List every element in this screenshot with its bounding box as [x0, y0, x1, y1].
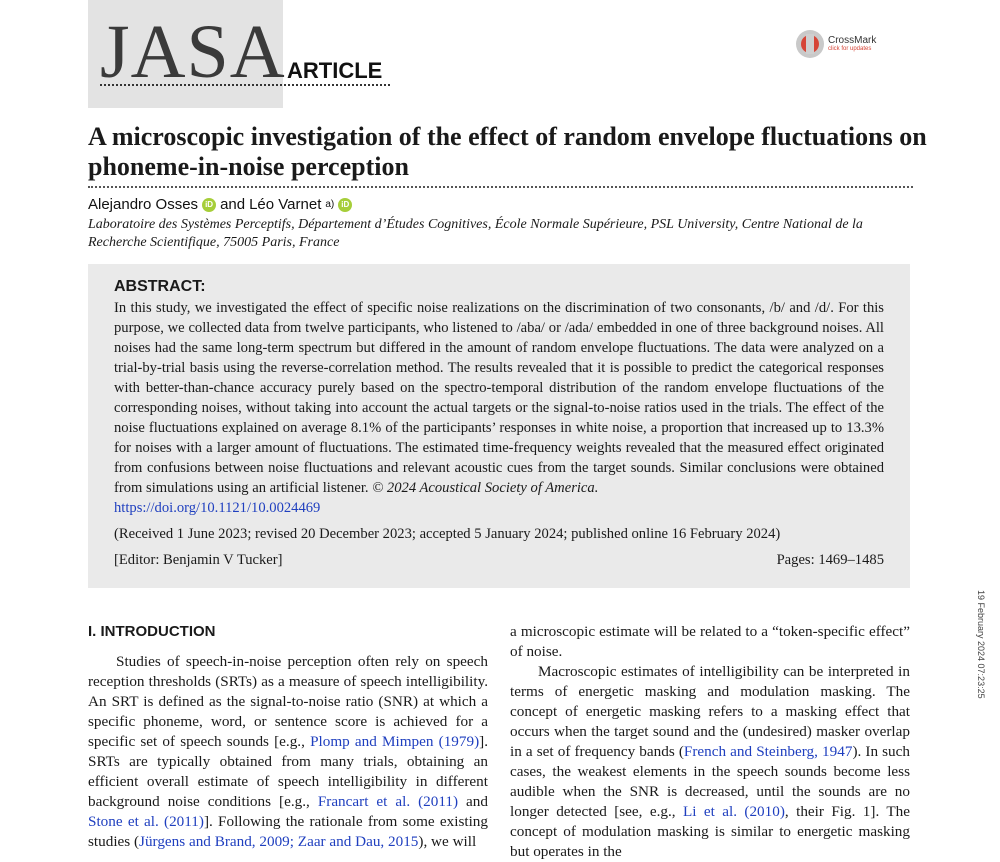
header-divider: [100, 84, 390, 86]
article-type-label: ARTICLE: [287, 58, 383, 83]
affiliation: Laboratoire des Systèmes Perceptifs, Département d’Études Cognitives, École Normale Supérieure, PSL University, Centre National de la Recherche Scientifique, 75005 Paris, France: [88, 217, 863, 250]
journal-logo[interactable]: JASA: [100, 10, 286, 94]
citation-link[interactable]: Francart et al. (2011): [317, 793, 459, 810]
abstract-body: In this study, we investigated the effect of specific noise realizations on the discrimination of two consonants, /b/ and /d/. For this purpose, we collected data from twelve participants, who listened to /aba/ or /ada/ embedded in one of three background noises. All noises had the same long-term spectrum but differed in the amount of random envelope fluctuations. The data were analyzed on a trial-by-trial basis using the reverse-correlation method. The results revealed that it is possible to predict the categorical responses with better-than-chance accuracy purely based on the spectro-temporal distribution of the random envelope fluctuations of the corresponding noises, without taking into account the actual targets or the signal-to-noise ratios used in the trials. The effect of the noise fluctuations explained on average 8.1% of the participants’ responses in white noise, a proportion that increased up to 13.3% for noises with a larger amount of fluctuations. The estimated time-frequency weights revealed that the measured effect originated from confusions between noise fluctuations and relevant acoustic cues from the target sounds. Similar conclusions were obtained from simulations using an artificial listener.: [114, 300, 884, 496]
text-run: ]. SRTs are typically obtained from many trials, obtaining an efficient overall estimate of speech intelligibility in different background noise conditions [e.g.,: [88, 733, 488, 810]
abstract-box: [88, 264, 910, 588]
orcid-icon[interactable]: iD: [202, 198, 216, 212]
text-run: Macroscopic estimates of intelligibility can be interpreted in terms of energetic masking and modulation masking. The concept of energetic masking refers to a masking effect that occurs when the target sound and the (undesired) masker overlap in a set of frequency bands (: [510, 663, 910, 760]
citation-link[interactable]: Li et al. (2010): [682, 803, 785, 820]
editor-credit: [Editor: Benjamin V Tucker]: [114, 552, 283, 568]
text-run: and: [458, 793, 488, 810]
text-run: , their Fig. 1]. The concept of modulation masking is similar to energetic masking but operates in the: [510, 803, 910, 860]
author-osses: Alejandro Osses: [88, 196, 199, 213]
author-conjunction: and: [220, 196, 246, 213]
right-paragraph-1: a microscopic estimate will be related to a “token-specific effect” of noise.: [510, 623, 910, 660]
editor-row: [114, 550, 884, 570]
doi-link[interactable]: https://doi.org/10.1121/10.0024469: [114, 500, 321, 516]
crossmark-subtitle: click for updates: [828, 46, 872, 52]
crossmark-badge[interactable]: [796, 30, 876, 58]
text-run: Studies of speech-in-noise perception often rely on speech reception thresholds (SRTs) as a measure of speech intelligibility. An SRT is defined as the signal-to-noise ratio (SNR) at which a specific phoneme, word, or sentence score is achieved for a specific set of speech sounds [e.g.,: [88, 653, 488, 750]
crossmark-title: CrossMark: [828, 35, 877, 46]
download-timestamp: 19 February 2024 07:23:25: [976, 590, 986, 699]
right-paragraph-2: [510, 662, 910, 862]
citation-link[interactable]: French and Steinberg, 1947: [683, 743, 853, 760]
text-run: ). In such cases, the weakest elements in the speech sounds become less audible when the SNR is decreased, until the sounds are no longer detected [see, e.g.,: [510, 743, 910, 820]
received-dates: (Received 1 June 2023; revised 20 December 2023; accepted 5 January 2024; published online 16 February 2024): [114, 526, 781, 542]
author-line: [88, 196, 352, 213]
text-run: ), we will: [418, 833, 477, 850]
left-column: [88, 622, 488, 852]
right-column: [510, 622, 910, 862]
crossmark-icon: [796, 30, 824, 58]
abstract-text: [114, 298, 884, 518]
title-divider: [88, 186, 913, 188]
section-heading-introduction: I. INTRODUCTION: [88, 623, 216, 640]
page-range: Pages: 1469–1485: [776, 552, 884, 568]
citation-link[interactable]: Jürgens and Brand, 2009; Zaar and Dau, 2015: [139, 833, 419, 850]
citation-link[interactable]: Plomp and Mimpen (1979): [310, 733, 480, 750]
orcid-icon[interactable]: iD: [338, 198, 352, 212]
paper-title: A microscopic investigation of the effect of random envelope fluctuations on phoneme-in-noise perception: [88, 122, 927, 181]
copyright-notice: © 2024 Acoustical Society of America.: [372, 480, 599, 496]
abstract-heading: ABSTRACT:: [114, 278, 206, 295]
author-footnote-mark[interactable]: a): [325, 199, 335, 210]
intro-paragraph-1: [88, 652, 488, 852]
citation-link[interactable]: Stone et al. (2011): [88, 813, 204, 830]
author-varnet: Léo Varnet: [249, 196, 322, 213]
text-run: ]. Following the rationale from some existing studies (: [88, 813, 488, 850]
